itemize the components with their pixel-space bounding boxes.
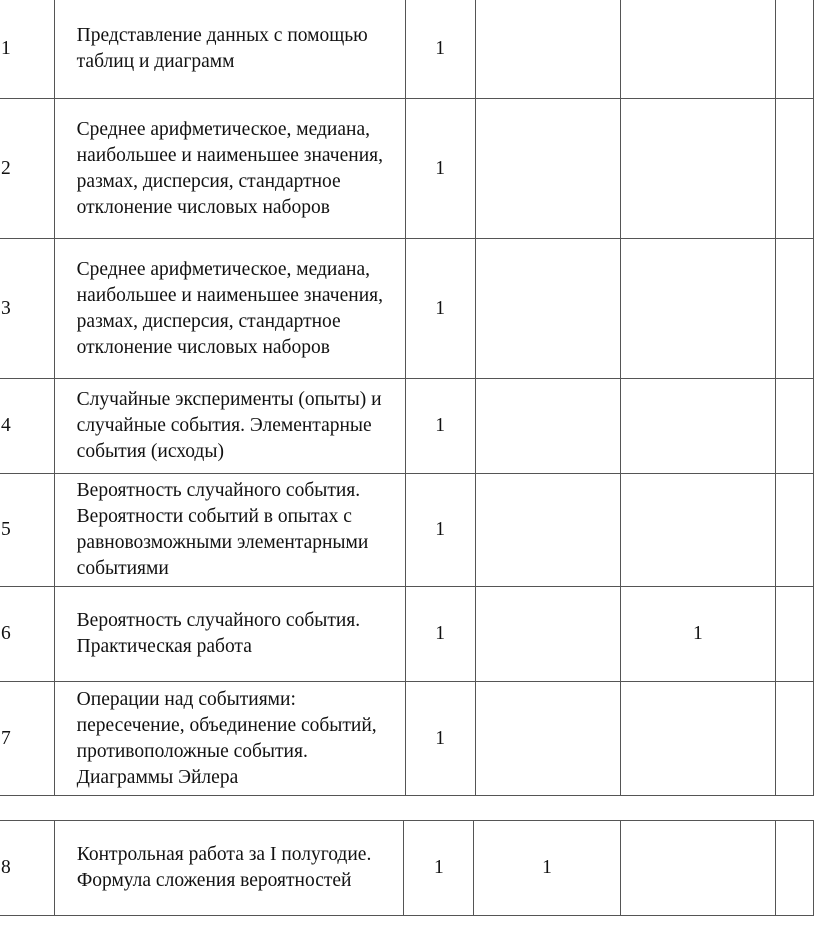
row-topic: Среднее арифметическое, медиана, наибольшее и наименьшее значения, размах, дисперсия, стандартное отклонение числовых наборов [54,99,405,239]
row-number: 3 [0,239,54,379]
row-practical [620,99,775,239]
row-control [475,239,620,379]
row-topic: Представление данных с помощью таблиц и диаграмм [54,0,405,99]
row-extra [775,821,813,916]
row-control [475,99,620,239]
row-hours: 1 [405,682,475,796]
row-practical: 1 [620,587,775,682]
row-practical [620,474,775,587]
row-topic: Операции над событиями: пересечение, объединение событий, противоположные события. Диаграммы Эйлера [54,682,405,796]
row-extra [775,682,813,796]
row-practical [620,821,775,916]
row-topic: Среднее арифметическое, медиана, наибольшее и наименьшее значения, размах, дисперсия, стандартное отклонение числовых наборов [54,239,405,379]
row-topic: Вероятность случайного события. Вероятности событий в опытах с равновозможными элементарными событиями [54,474,405,587]
row-control [475,474,620,587]
table-row [0,239,814,379]
row-extra [775,587,813,682]
row-number: 5 [0,474,54,587]
row-practical [620,0,775,99]
row-topic: Случайные эксперименты (опыты) и случайные события. Элементарные события (исходы) [54,379,405,474]
row-control [475,587,620,682]
row-hours: 1 [405,99,475,239]
table-row [0,474,814,587]
row-hours: 1 [405,379,475,474]
table-row [0,0,814,99]
row-number: 1 [0,0,54,99]
table-row [0,587,814,682]
row-extra [775,239,813,379]
row-extra [775,0,813,99]
row-hours: 1 [404,821,474,916]
row-control [475,0,620,99]
table-row [0,682,814,796]
row-topic: Контрольная работа за I полугодие. Формула сложения вероятностей [54,821,404,916]
row-control: 1 [474,821,620,916]
row-number: 7 [0,682,54,796]
table-row [0,99,814,239]
row-number: 4 [0,379,54,474]
row-hours: 1 [405,239,475,379]
row-hours: 1 [405,587,475,682]
lesson-table-continued [0,820,814,916]
row-number: 6 [0,587,54,682]
row-extra [775,99,813,239]
row-control [475,379,620,474]
table-row [0,821,814,916]
row-topic: Вероятность случайного события. Практическая работа [54,587,405,682]
table-row [0,379,814,474]
row-control [475,682,620,796]
row-number: 2 [0,99,54,239]
row-practical [620,682,775,796]
row-practical [620,379,775,474]
row-extra [775,379,813,474]
row-extra [775,474,813,587]
row-number: 8 [0,821,54,916]
row-practical [620,239,775,379]
row-hours: 1 [405,0,475,99]
row-hours: 1 [405,474,475,587]
